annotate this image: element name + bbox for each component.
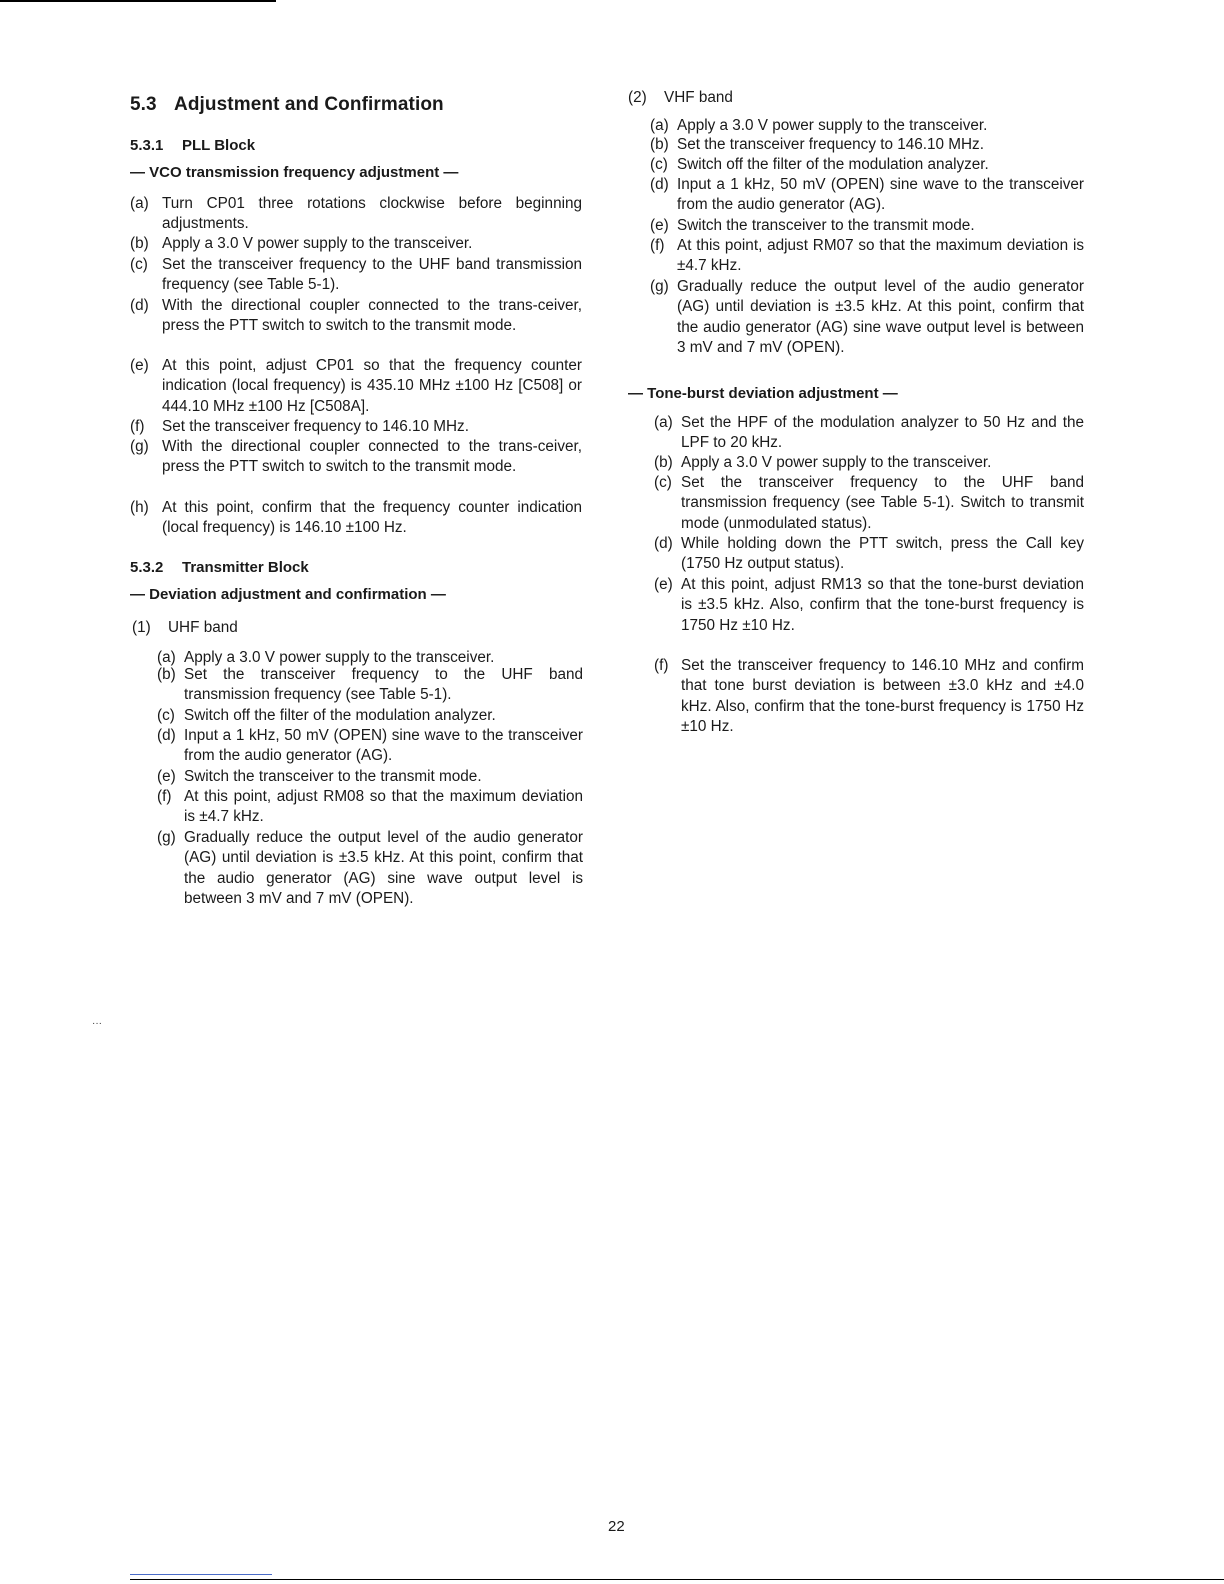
item-label: (g): [157, 829, 176, 846]
subsection-heading-pll: [130, 137, 255, 154]
item-text: Input a 1 kHz, 50 mV (OPEN) sine wave to the transceiver from the audio generator (AG).: [677, 176, 1084, 214]
item-label: (d): [157, 727, 176, 744]
band-label: (2): [628, 89, 647, 106]
item-text: Set the transceiver frequency to 146.10 MHz.: [677, 136, 984, 153]
item-label: (b): [157, 666, 176, 683]
item-label: (a): [157, 649, 176, 666]
list-item: [654, 453, 1084, 473]
item-label: (f): [130, 418, 145, 435]
bottom-scan-rule-blue: [130, 1574, 272, 1575]
item-label: (b): [130, 235, 149, 252]
subsection-title: PLL Block: [182, 137, 256, 154]
subsection-title: Transmitter Block: [182, 559, 309, 576]
list-item: [650, 216, 1084, 236]
item-text: Set the transceiver frequency to 146.10 MHz.: [162, 418, 469, 435]
item-label: (a): [650, 117, 669, 134]
item-text: At this point, adjust CP01 so that the frequency counter indication (local frequency) is 435.10 MHz ±100 Hz [C508] or 444.10 MHz ±100 Hz [C508A].: [162, 357, 582, 415]
list-item: [650, 155, 1084, 175]
item-label: (f): [654, 657, 669, 674]
item-label: (e): [157, 768, 176, 785]
band-title: VHF band: [664, 89, 733, 106]
section-heading: [130, 94, 444, 116]
list-item: [654, 473, 1084, 534]
deviation-heading: — Deviation adjustment and confirmation —: [130, 586, 446, 603]
item-text: At this point, adjust RM13 so that the tone-burst deviation is ±3.5 kHz. Also, confirm that the tone-burst frequency is 1750 Hz ±10 Hz.: [681, 576, 1084, 634]
tone-burst-heading: — Tone-burst deviation adjustment —: [628, 385, 898, 402]
item-label: (g): [130, 438, 149, 455]
item-text: Input a 1 kHz, 50 mV (OPEN) sine wave to the transceiver from the audio generator (AG).: [184, 727, 583, 765]
item-label: (f): [157, 788, 172, 805]
item-label: (d): [650, 176, 669, 193]
item-label: (e): [654, 576, 673, 593]
item-text: Switch off the filter of the modulation analyzer.: [677, 156, 989, 173]
list-item: [130, 255, 582, 296]
item-text: With the directional coupler connected to the trans-ceiver, press the PTT switch to switch to the transmit mode.: [162, 297, 582, 335]
item-label: (g): [650, 278, 669, 295]
list-item: [650, 116, 1084, 136]
list-item: [157, 828, 583, 909]
list-item: [130, 194, 582, 235]
page-number: 22: [608, 1518, 625, 1535]
vco-heading: — VCO transmission frequency adjustment —: [130, 164, 459, 181]
item-text: Set the transceiver frequency to the UHF band transmission frequency (see Table 5-1). Switch to transmit mode (unmodulated status).: [681, 474, 1084, 532]
item-text: Gradually reduce the output level of the audio generator (AG) until deviation is ±3.5 kHz. At this point, confirm that the audio generator (AG) sine wave output level is between 3 mV and 7 mV (OPEN).: [677, 278, 1084, 356]
list-item: [157, 726, 583, 767]
item-text: At this point, confirm that the frequency counter indication (local frequency) is 146.10 ±100 Hz.: [162, 499, 582, 537]
section-number: 5.3: [130, 94, 157, 115]
list-item: [130, 296, 582, 337]
item-text: Set the transceiver frequency to 146.10 MHz and confirm that tone burst deviation is between ±3.0 kHz and ±4.0 kHz. Also, confirm that the tone-burst frequency is 1750 Hz ±10 Hz.: [681, 657, 1084, 735]
subsection-heading-transmitter: [130, 559, 309, 576]
list-item: [130, 437, 582, 478]
item-text: Apply a 3.0 V power supply to the transceiver.: [162, 235, 473, 252]
list-item: [157, 767, 583, 787]
item-label: (c): [654, 474, 672, 491]
section-title: Adjustment and Confirmation: [174, 94, 444, 115]
scan-speck: ···: [92, 1018, 102, 1029]
list-item: [650, 277, 1084, 358]
top-scan-rule: [0, 0, 276, 2]
item-text: Switch the transceiver to the transmit mode.: [184, 768, 482, 785]
item-text: With the directional coupler connected to the trans-ceiver, press the PTT switch to switch to the transmit mode.: [162, 438, 582, 476]
subsection-number: 5.3.2: [130, 559, 164, 576]
list-item: [650, 135, 1084, 155]
item-label: (e): [130, 357, 149, 374]
item-label: (c): [157, 707, 175, 724]
item-text: Switch the transceiver to the transmit mode.: [677, 217, 975, 234]
item-text: Turn CP01 three rotations clockwise before beginning adjustments.: [162, 195, 582, 233]
subsection-number: 5.3.1: [130, 137, 164, 154]
vhf-band-heading: [628, 89, 733, 107]
item-label: (d): [130, 297, 149, 314]
list-item: [130, 417, 582, 437]
item-text: Switch off the filter of the modulation analyzer.: [184, 707, 496, 724]
list-item: [130, 498, 582, 539]
item-text: Apply a 3.0 V power supply to the transceiver.: [677, 117, 988, 134]
item-text: While holding down the PTT switch, press the Call key (1750 Hz output status).: [681, 535, 1084, 573]
list-item: [654, 413, 1084, 454]
item-text: Set the transceiver frequency to the UHF band transmission frequency (see Table 5-1).: [162, 256, 582, 294]
item-text: At this point, adjust RM07 so that the maximum deviation is ±4.7 kHz.: [677, 237, 1084, 275]
list-item: [654, 534, 1084, 575]
item-label: (e): [650, 217, 669, 234]
list-item: [157, 787, 583, 828]
item-label: (h): [130, 499, 149, 516]
list-item: [654, 656, 1084, 737]
list-item: [130, 234, 582, 254]
band-label: (1): [132, 619, 151, 636]
item-label: (f): [650, 237, 665, 254]
item-text: Gradually reduce the output level of the audio generator (AG) until deviation is ±3.5 kHz. At this point, confirm that the audio generator (AG) sine wave output level is between 3 mV and 7 mV (OPEN).: [184, 829, 583, 907]
item-text: Apply a 3.0 V power supply to the transceiver.: [184, 649, 495, 666]
list-item: [654, 575, 1084, 636]
bottom-scan-rule: [130, 1579, 1224, 1580]
list-item: [157, 706, 583, 726]
uhf-band-heading: [132, 619, 238, 637]
item-label: (a): [654, 414, 673, 431]
item-text: Set the transceiver frequency to the UHF band transmission frequency (see Table 5-1).: [184, 666, 583, 704]
item-label: (c): [650, 156, 668, 173]
item-text: At this point, adjust RM08 so that the maximum deviation is ±4.7 kHz.: [184, 788, 583, 826]
list-item: [130, 356, 582, 417]
list-item: [157, 665, 583, 706]
list-item: [650, 175, 1084, 216]
item-label: (b): [654, 454, 673, 471]
band-title: UHF band: [168, 619, 238, 636]
item-label: (a): [130, 195, 149, 212]
item-label: (d): [654, 535, 673, 552]
list-item: [650, 236, 1084, 277]
item-label: (b): [650, 136, 669, 153]
item-text: Apply a 3.0 V power supply to the transceiver.: [681, 454, 992, 471]
item-text: Set the HPF of the modulation analyzer to 50 Hz and the LPF to 20 kHz.: [681, 414, 1084, 452]
item-label: (c): [130, 256, 148, 273]
